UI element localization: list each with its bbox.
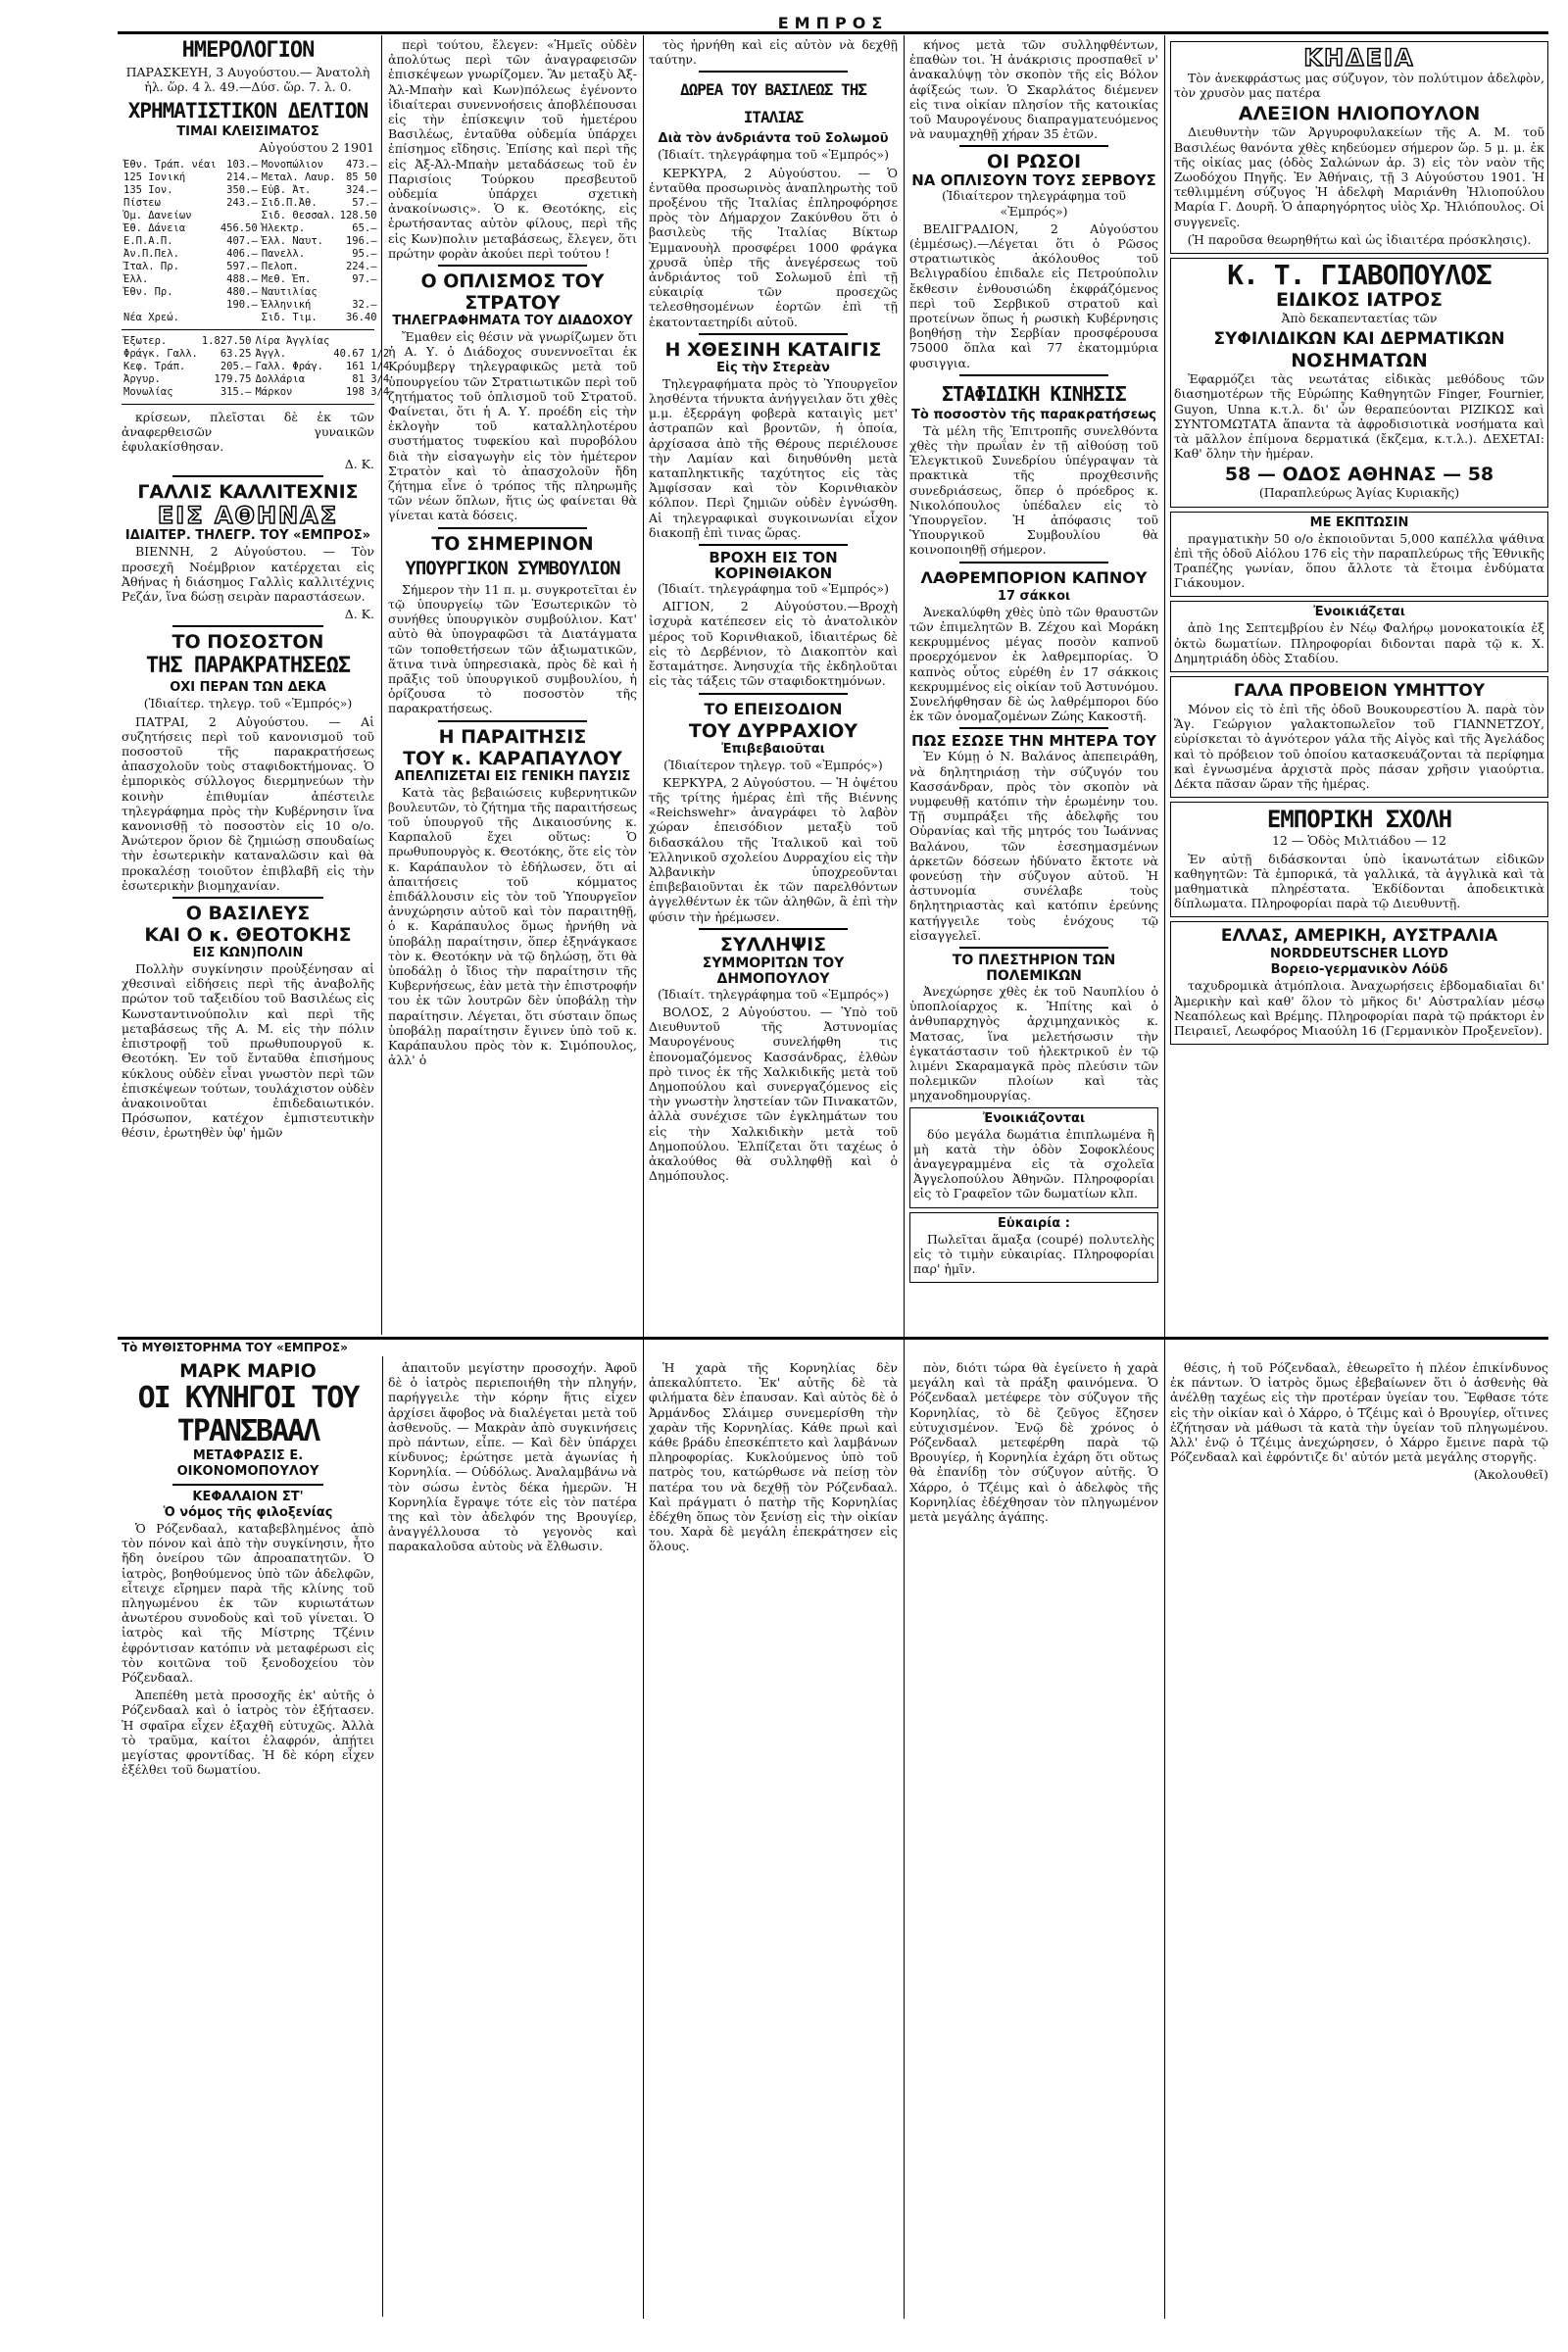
serial-paragraph: Ἀπεπέθη μετὰ προσοχῆς ἐκ' αὐτῆς ὁ Ρόζενδααλ καὶ ὁ ἰατρὸς τὸν ἐξήτασεν. Ἡ σφαῖρα εἶχεν ἐξαχθῆ εὐτυχῶς. Ἀλλὰ τὸ τραῦμα, καίτοι ἐλαφρόν, ἀπῄτει μεγίστας φροντίδας. Ἡ δὲ κόρη εἶχεν ἐξέλθει τοῦ δωματίου. [122, 1688, 374, 1778]
rate-row [122, 335, 391, 348]
rate-value: 103.— [226, 158, 258, 171]
col4-intro: κήνος μετὰ τῶν συλληφθέντων, ἐπαθὼν τοι. Ἡ ἀνάκρισις προσπαθεῖ ν' ἀνακαλύψῃ τὸν σκοπὸν τῆς εἰς Βόλον ἀφίξεώς των. Ὁ Σκαρλάτος διέμενεν εἰς τινα οἰκίαν πλησίον τῆς κατοικίας τοῦ Μαυρογένους διαπραγματευόμενος νὰ ναυμαχηθῇ χήραν 35 ἐτῶν. [909, 37, 1158, 142]
stafidiki-text: Τὰ μέλη τῆς Ἐπιτροπῆς συνελθόντα χθὲς τὴν πρωΐαν ἐν τῇ αἰθούσῃ τοῦ Ἐλεγκτικοῦ Συνεδρίου ὑπέγραψαν τὰ πρακτικὰ τῆς προχθεσινῆς συνεδριάσεως, ὅπερ ὁ πρόεδρος κ. Νικολόπουλος ὑπέδαλεν εἰς τὸ Ὑπουργεῖον. Ἡ ἀπόφασις τοῦ Ὑπουργικοῦ Συμβουλίου θὰ κοινοποιηθῇ σήμερον. [909, 422, 1158, 558]
rate-label: Εὐβ. Ἀτ. [261, 183, 312, 196]
rate-value: 1.827.50 [201, 334, 252, 347]
rate-label: Ὁμ. Δανείων [123, 209, 192, 221]
rate-value: 57.— [352, 196, 377, 209]
serial-column-2 [388, 1360, 637, 2317]
kataigis-text: Τηλεγραφήματα πρὸς τὸ Ὑπουργεῖον λησθέντα τήνυκτα ἀνήγγειλαν ὅτι χθὲς μ.μ. ἐξερράγη φοβερὰ καταιγὶς μετ' ἀστραπῶν καὶ βροντῶν, ἡ ὁποία, ἀρχίσασα ἀπὸ τῆς Θέρους περιέλουσε τὴν Λαμίαν καὶ διηυθύνθη μετὰ καταπληκτικῆς ταχύτητος εἰς τὰς Ἀμφίσσαν καὶ τὸν Κορινθιακὸν κόλπον. Περὶ ζημιῶν οὐδὲν ἐγνώσθη. Αἱ τηλεγραφικαὶ συγκοινωνίαι εἶχον διακοπῇ ἐπὶ τινας ὥρας. [649, 375, 898, 540]
mitera-text: Ἐν Κύμῃ ὁ Ν. Βαλάνος ἀπεπειράθη, νὰ δηλητηριάσῃ τὴν σύζυγόν του Κασσάνδραν, πρὸς τὸν σκοπὸν νὰ νυμφευθῇ κατόπιν τὴν ἐρωμένην του. Τῇ συμπράξει τῆς ἀδελφῆς του Οὐρανίας καὶ τῆς μητρός του Ἰωάννας Βαλάνου, τῶν ἐσεσημασμένων ἀρκετῶν δόσεων ἠδύνατο ἔκτοτε νὰ φονεύσῃ τὴν σύζυγον αὐτοῦ. Ἡ ἀστυνομία συνέλαβε τοὺς δηλητηριαστὰς καὶ κατόπιν ἐρεύνης κατήγγειλε τοὺς ἐνόχους τῷ εἰσαγγελεῖ. [909, 749, 1158, 943]
rate-label: Σιδ. Θεσσαλ. [261, 209, 336, 221]
italia-telegram: (Ἰδιαίτ. τηλεγράφημα τοῦ «Ἐμπρός») [658, 147, 889, 163]
divider [699, 928, 848, 930]
rate-label: Ἐθν. Πρ. [123, 285, 173, 298]
serial-label: Τὸ ΜΥΘΙΣΤΟΡΗΜΑ ΤΟΥ «ΕΜΠΡΟΣ» [122, 1341, 348, 1354]
vroxi-text: ΑΙΓΙΟΝ, 2 Αὐγούστου.—Βροχὴ ἰσχυρὰ κατέπεσεν εἰς τὸ ἀνατολικὸν μέρος τοῦ Κορινθιακοῦ, ἰδιαιτέρως δὲ εἰς τὸ Δερβένιον, τὸ Διακοπτὸν καὶ ἔσταμάτησε. Ἀνησυχία τῆς ἐκδηλοῦται εἰς τὰς τάξεις τῶν σταφιδοκτημόνων. [649, 599, 898, 689]
ad-lloyd [1170, 921, 1548, 1045]
gallis-title: ΓΑΛΛΙΣ ΚΑΛΛΙΤΕΧΝΙΣ [137, 481, 359, 504]
kapnou-text: Ἀνεκαλύφθη χθὲς ὑπὸ τῶν θραυστῶν τῶν ἐπιμελητῶν Β. Ζέχου καὶ Μοράκη κεκρυμμένος μέγας ποσὸν καπνοῦ προερχόμενον ἐκ λαθρεμπορίας. Ὁ καπνὸς οὗτος εὑρέθη ἐν 17 σάκκοις κεκρυμμένος εἰς οἰκίαν τοῦ Ἀστυνόμου. Συνελήφθησαν δὲ ὡς λαθρέμποροι δύο ἐκ τῶν ὀνομαζομένων Ζώης Κακοστῆ. [909, 604, 1158, 724]
rate-value: 196.— [345, 234, 377, 247]
vasilefs-title-2: ΚΑΙ Ο κ. ΘΕΟΤΟΚΗΣ [144, 924, 352, 947]
serial-title: ΟΙ ΚΥΝΗΓΟΙ ΤΟΥ ΤΡΑΝΣΒΑΑΛ [137, 1381, 359, 1448]
rate-value: 214.— [226, 171, 258, 183]
kataigis-subtitle: Εἰς τὴν Στερεὰν [716, 360, 830, 375]
divider [122, 404, 374, 405]
rate-value: 97.— [352, 272, 377, 285]
syllipsis-title: ΣΥΛΛΗΨΙΣ [719, 933, 827, 956]
emporiki-address: 12 — Ὁδὸς Μιλτιάδου — 12 [1271, 833, 1446, 849]
rate-value: 179.75 [214, 372, 252, 385]
kideia-note: (Ἡ παροῦσα θεωρηθήτω καὶ ὡς ἰδιαιτέρα πρόσκλησις). [1187, 231, 1532, 247]
ad-emporiki-scholi [1170, 802, 1548, 917]
rate-value: 36.40 [345, 311, 377, 323]
rate-value: 85 50 [345, 171, 377, 183]
gallis-text: ΒΙΕΝΝΗ, 2 Αὐγούστου. — Τὸν προσεχῆ Νοέμβριον κατέρχεται εἰς Ἀθήνας ἡ διάσημος Γαλλὶς καλλιτέχνις Ρεζάν, ἵνα δώσῃ σειρὰν παραστάσεων. [122, 544, 374, 605]
serial-chapter-sub: Ὁ νόμος τῆς φιλοξενίας [163, 1505, 333, 1520]
rate-label: Ἰταλ. Πρ. [123, 260, 179, 272]
rate-row [122, 235, 379, 248]
vasilefs-text: Πολλὴν συγκίνησιν προὐξένησαν αἱ χθεσιναὶ εἰδήσεις περὶ τῆς ἀναβολῆς πρώτον τοῦ ταξειδίου τοῦ Βασιλέως εἰς Κωνσταντινούπολιν καὶ περὶ τῆς μεταβάσεως τῆς Α. Μ. εἰς τὴν πόλιν ἐπιστροφῇ τοῦ πρωθυπουργοῦ κ. Θεοτόκη. Ἐν τοῦ ἔνταῦθα ἐπισήμους κύκλους οὐδὲν εἶναι γνωστὸν περὶ τῶν ἐπισκέψεων τούτων, τουλάχιστον οὐδὲν ἀνακοινοῦται ἐπιδεδαιωτικόν. Πρόσωπον, κατέχον ἐμπιστευτικὴν θέσιν, ἐρωτηθὲν ὑφ' ἡμῶν [122, 961, 374, 1141]
serial-translator: ΜΕΤΑΦΡΑΣΙΣ Ε. ΟΙΚΟΝΟΜΟΠΟΥΛΟΥ [176, 1448, 319, 1479]
serial-column-4 [909, 1360, 1158, 2317]
divider [699, 71, 848, 73]
rate-label: Μεθ. Ἐπ. [261, 272, 312, 285]
posoton-telegram: (Ἰδιαίτερ. τηλεγρ. τοῦ «Ἐμπρός») [143, 696, 353, 711]
rate-label: Ἐλλ. Ναυτ. [261, 234, 323, 247]
rate-row [122, 197, 379, 210]
doctor-sub: Ἀπὸ δεκαπενταετίας τῶν [1281, 311, 1438, 326]
ad-enoikiazontai [909, 1107, 1158, 1208]
amerik-text: ταχυδρομικὰ ἀτμόπλοια. Ἀναχωρήσεις ἑβδομαδιαῖαι δι' Ἀμερικὴν καὶ καθ' ὅλον τὸ μῆκος δι' Αὐστραλίαν μέσῳ Νεαπόλεως καὶ Βρέμης. Πληροφορίαι παρὰ τῷ πράκτορι ἐν Πειραιεῖ, Λεωφόρος Μιαούλη 16 (Γερμανικὸν Προξενεῖον). [1174, 978, 1544, 1038]
ad-text: ἀπὸ 1ης Σεπτεμβρίου ἐν Νέῳ Φαλήρῳ μονοκατοικία ἐξ ὀκτὼ δωματίων. Πληροφορίαι διδονται παρὰ τῷ κ. Χ. Δημητριάδη ὁδὸς Σταδίου. [1174, 620, 1544, 665]
rate-row [122, 386, 391, 399]
column-rule [381, 35, 382, 1335]
symvoulio-title: ΤΟ ΣΗΜΕΡΙΝΟΝ [431, 532, 594, 555]
serial-chapter: ΚΕΦΑΛΑΙΟΝ ΣΤ' [192, 1490, 304, 1504]
rate-label: Ἀν.Π.Πελ. [123, 247, 179, 260]
rate-label: Ἐλλ. [123, 272, 149, 285]
rate-label: Μεταλ. Λαυρ. [261, 171, 336, 183]
oplismos-text: Ἔμαθεν εἰς θέσιν νὰ γνωρίζωμεν ὅτι ἡ Α. Υ. ὁ Διάδοχος συνεννοεῖται ἐκ Κρόυμβεργ τηλεγραφικῶς μετὰ τοῦ ὑπουργείου τῶν Στρατιωτικῶν περὶ τοῦ ζητήματος τοῦ ὁπλισμοῦ τοῦ Στρατοῦ. Φαίνεται, ὅτι ἡ Α. Υ. προέδη εἰς τὴν ἐκλογὴν τοῦ καταλληλοτέρου συστήματος τυφεκίου καὶ πυροβόλου διὰ τὴν εἰσαγωγὴν εἰς τὸν ἡμέτερον Στρατὸν καὶ τὸ ἀπασχολοῦν ἤδη ζήτημα εἶνε ὁ τρόπος τῆς πληρωμῆς τῶν νέων ὅπλων, ἥτις ὡς φαίνεται θὰ γίνεται κατὰ δόσεις. [388, 329, 637, 523]
masthead [118, 14, 1548, 34]
vroxi-telegram: (Ἰδιαίτ. τηλεγράφημα τοῦ «Ἐμπρός») [658, 581, 889, 597]
rate-value: 95.— [352, 247, 377, 260]
ad-text: Πωλεῖται ἅμαξα (coupé) πολυτελὴς εἰς τὸ τιμὴν εὐκαιρίας. Πληροφορίαι παρ' ἡμῖν. [913, 1231, 1154, 1276]
hemerologion-text: ΠΑΡΑΣΚΕΥΗ, 3 Αυγούστου.— Ἀνατολὴ ἡλ. ὥρ. 4 λ. 49.—Δύσ. ὥρ. 7. λ. 0. [125, 65, 370, 95]
rate-label: Σιδ.Π.Ἀθ. [261, 196, 318, 209]
divider [172, 475, 324, 477]
rosoi-title-2: ΝΑ ΟΠΛΙΣΟΥΝ ΤΟΥΣ ΣΕΡΒΟΥΣ [911, 172, 1156, 190]
dyrr-text: ΚΕΡΚΥΡΑ, 2 Αὐγούστου. — Ἡ ὀψέτου τῆς τρίτης ἡμέρας ἐπὶ τῆς Βιέννης «Reichswehr» ἀναγράφει τὸ λαβὸν χώραν ἐπεισόδιον μεταξὺ τοῦ διδασκάλου τῆς Ἰταλικοῦ καὶ τοῦ Ἑλληνικοῦ σχολείου Δυρραχίου εἰς τὴν Ἀλβανικὴν ὑποχρεοῦνται ἐπιβεβαιοῦνται ἐκ τῶν παρελθόντων ἀγγελθέντων ἐκ τῶν ἀληθῶν, ἃ ἐπὶ τὴν φύσιν τὴν ἠρέμωσεν. [649, 774, 898, 924]
deltion-subtitle: ΤΙΜΑΙ ΚΛΕΙΣΙΜΑΤΟΣ [176, 124, 319, 140]
rosoi-text: ΒΕΛΙΓΡΑΔΙΟΝ, 2 Αὐγούστου (ἐμμέσως).—Λέγεται ὅτι ὁ Ρῶσος στρατιωτικὸς ἀκόλουθος τοῦ Βελιγραδίου ἐπιδαλε εἰς Πετρούπολιν ἔκθεσιν ἐνθουσιώδη ἐκφράζόμενος περὶ τοῦ Σερβικοῦ στρατοῦ καὶ προτείνων ὅπως ἡ ρωσικὴ Κυβέρνησις βοηθήσῃ τὴν Σερβίαν προσφέρουσα 75000 ὅπλα καὶ 77 ἑκατομμύρια φυσιγγια. [909, 220, 1158, 370]
rate-label: Ἐξωτερ. [123, 334, 168, 347]
divider [438, 265, 587, 267]
rate-row [122, 299, 379, 312]
rate-value: 473.— [345, 158, 377, 171]
doctor-name: Κ. Τ. ΓΙΑΒΟΠΟΥΛΟΣ [1227, 259, 1492, 292]
rate-row [122, 312, 379, 324]
posoton-text: ΠΑΤΡΑΙ, 2 Αὐγούστου. — Αἱ συζητήσεις περὶ τοῦ κανονισμοῦ τοῦ ποσοστοῦ τῆς παρακρατήσεως ἀπασχολοῦν τοὺς σταφιδοκτήμονας. Ὁ ἐμπορικὸς σύλλογος διερμηνεύων τὴν κοινὴν ἐπιθυμίαν ἀπέστειλε τηλεγράφημα πρὸς τὴν Κυβέρνησιν ἵνα κανονισθῇ τὸ ποσοστὸν εἰς 10 ο/ο. Ἀνώτερον ὅριον δὲ ζημιώσῃ σπουδαίως τὴν ἐσωτερικὴν καταναλῶσιν καὶ θὰ προκαλέσῃ τοιοῦτον ἐπιβλαβῆ εἰς τὴν ἐσωτερικὴν βιομηχανίαν. [122, 713, 374, 893]
rate-label: Πελοπ. [261, 260, 299, 272]
rate-label: Ἠλεκτρ. [261, 221, 306, 234]
signature: Δ. Κ. [344, 607, 374, 622]
hemerologion-title: ΗΜΕΡΟΛΟΓΙΟΝ [181, 38, 315, 63]
gala-text: Μόνον εἰς τὸ ἐπὶ τῆς ὁδοῦ Βουκουρεστίου Ἀ. παρὰ τὸν Ἅγ. Γεώργιον γαλακτοπωλεῖον τοῦ ΓΙΑΝΝΕΤΖΟΥ, εὑρίσκεται τὸ ἀγνότερον γάλα τῆς Αἰγὸς καὶ τῆς Ἀγελάδος καὶ τὸ πρόβειον τοῦ ὁποίου κατασκευάζονται τὰ περίφημα καὶ ἐγνωσμένα ἀρχιστὰ πρὸς πάσαν χρῆσιν γιαούρτια. Δέκτα πᾶσαν ὥραν τῆς ἡμέρας. [1174, 702, 1544, 792]
rosoi-title: ΟΙ ΡΩΣΟΙ [986, 151, 1082, 173]
rate-label: Φράγκ. Γαλλ. [123, 347, 198, 360]
ad-ekptosi [1170, 512, 1548, 598]
ad-title: Ἐνοικιάζονται [982, 1110, 1086, 1126]
symvoulio-title-2: ΥΠΟΥΡΓΙΚΟΝ ΣΥΜΒΟΥΛΙΟΝ [405, 557, 620, 579]
rate-label: Λίρα Ἀγγλίας [255, 334, 330, 347]
serial-continued: (Ἀκολουθεῖ) [1473, 1467, 1548, 1483]
kideia-title: ΚΗΔΕΙΑ [1303, 44, 1415, 72]
doctor-spec-2: ΝΟΣΗΜΑΤΩΝ [1291, 350, 1428, 372]
rate-value: 597.— [226, 260, 258, 272]
rate-label: Ε.Π.Α.Π. [123, 234, 173, 247]
dyrr-telegram: (Ἰδιαίτερον τηλεγρ. τοῦ «Ἐμπρός») [663, 757, 883, 772]
rate-label: Πανελλ. [261, 247, 306, 260]
column-rule [1164, 35, 1165, 2319]
rate-value: 40.67 1/2 [333, 347, 390, 360]
rate-label: Μάρκον [255, 385, 293, 398]
serial-column-3 [649, 1360, 898, 2317]
rate-value: 224.— [345, 260, 377, 272]
rate-label: Ναυτιλίας [261, 285, 318, 298]
ad-title: Εὐκαιρία : [998, 1215, 1070, 1231]
rate-label: Ἐλληνική [261, 298, 312, 311]
divider [172, 625, 324, 627]
serial-divider [118, 1337, 1548, 1340]
stafidiki-subtitle: Τὸ ποσοστὸν τῆς παρακρατήσεως [911, 407, 1156, 422]
rate-value: 205.— [220, 360, 252, 372]
rate-value [219, 312, 260, 324]
exchange-rates-table [122, 159, 379, 324]
doctor-spec: ΣΥΦΙΛΙΔΙΚΩΝ ΚΑΙ ΔΕΡΜΑΤΙΚΩΝ [1213, 329, 1505, 350]
syllipsis-telegram: (Ἰδιαίτ. τηλεγράφημα τοῦ «Ἐμπρός») [658, 986, 889, 1002]
rate-row [122, 261, 379, 273]
rate-row [122, 172, 379, 184]
posoton-subtitle: ΟΧΙ ΠΕΡΑΝ ΤΩΝ ΔΕΚΑ [170, 680, 326, 696]
column-2 [388, 37, 637, 1333]
column-rule [643, 35, 644, 2319]
rate-label: Σιδ. Τιμ. [261, 311, 318, 323]
emporiki-title: ΕΜΠΟΡΙΚΗ ΣΧΟΛΗ [1266, 806, 1452, 834]
rate-label: Μονοπώλιον [261, 158, 323, 171]
rate-label: Κεφ. Τράπ. [123, 360, 186, 372]
paraitisis-subtitle: ΑΠΕΛΠΙΖΕΤΑΙ ΕΙΣ ΓΕΝΙΚΗ ΠΑΥΣΙΣ [394, 768, 631, 784]
masthead-title: ΕΜΠΡΟΣ [777, 14, 889, 32]
serial-column-5 [1170, 1360, 1548, 2317]
rate-label: Ἐθ. Δάνεια [123, 221, 186, 234]
rate-row [122, 159, 379, 172]
kideia-name: ΑΛΕΞΙΟΝ ΗΛΙΟΠΟΥΛΟΝ [1238, 103, 1481, 125]
rate-label [122, 299, 219, 312]
gallis-title-2: ΕΙΣ ΑΘΗΝΑΣ [157, 502, 339, 530]
kapnou-title: ΛΑΘΡΕΜΠΟΡΙΟΝ ΚΑΠΝΟΥ [920, 567, 1148, 587]
paraitisis-title-2: ΤΟΥ κ. ΚΑΡΑΠΑΥΛΟΥ [403, 747, 622, 769]
divider [172, 897, 324, 899]
col3-intro: τὸς ἠρνήθη καὶ εἰς αὐτὸν νὰ δεχθῇ ταύτην. [649, 37, 898, 68]
rate-value: 324.— [345, 183, 377, 196]
ad-gala [1170, 676, 1548, 798]
rate-row [122, 348, 391, 361]
kataigis-title: Η ΧΘΕΣΙΝΗ ΚΑΤΑΙΓΙΣ [664, 338, 882, 361]
polemikon-title: ΤΟ ΠΛΕΣΤΗΡΙΟΝ ΤΩΝ ΠΟΛΕΜΙΚΩΝ [952, 952, 1116, 984]
divider [959, 947, 1108, 949]
ad-kideia [1170, 41, 1548, 254]
rate-value: 243.— [226, 196, 258, 209]
rate-value: 350.— [226, 183, 258, 196]
ad-doctor [1170, 258, 1548, 508]
posoton-title: ΤΟ ΠΟΣΟΣΤΟΝ [172, 631, 324, 654]
rate-label: Πίστεω [123, 196, 161, 209]
rate-label: Μονωλίας [123, 385, 173, 398]
syllipsis-text: ΒΟΛΟΣ, 2 Αὐγούστου. — Ὑπὸ τοῦ Διευθυντοῦ τῆς Ἀστυνομίας Μαυρογένους συνελήφθη τις ἐπονομαζόμενος Κασσάνδρας, ἐλθὼν πρὸ τινος ἐκ τῆς Χαλκιδικῆς μετὰ τοῦ Δημοπούλου καὶ συνεργαζόμενος εἰς τὴν γνωστὴν ληστείαν τῶν Πινακατῶν, ἀλλὰ συνέχισε τῶν ἐγκλημάτων του εἰς τὴν Χαλκιδικὴν μετὰ τοῦ Δημοπούλου. Ἐλπίζεται ὅτι ταχέως ὁ ἀκαλούθος θὰ συλληφθῇ καὶ ὁ Δημόπουλος. [649, 1004, 898, 1184]
rate-row [122, 373, 391, 386]
amerik-sub-2: Βορειο-γερμανικὸν Λόϋδ [1270, 962, 1448, 978]
rate-label: 125 Ιονική [123, 171, 186, 183]
mitera-title: ΠΩΣ ΕΣΩΣΕ ΤΗΝ ΜΗΤΕΡΑ ΤΟΥ [911, 732, 1156, 751]
divider [959, 727, 1108, 729]
rate-value: 456.50 [220, 221, 258, 234]
column-rule [904, 35, 905, 2319]
column-1 [122, 37, 390, 1333]
serial-author: ΜΑΡΚ ΜΑΡΙΟ [179, 1360, 317, 1382]
amerik-title: ΕΛΛΑΣ, ΑΜΕΡΙΚΗ, ΑΥΣΤΡΑΛΙΑ [1220, 926, 1498, 947]
dyrr-subtitle: Ἐπιβεβαιοῦται [721, 741, 825, 757]
paraitisis-title: Η ΠΑΡΑΙΤΗΣΙΣ [438, 725, 587, 748]
divider [172, 1484, 324, 1486]
signature: Δ. Κ. [344, 457, 374, 472]
doctor-title: ΕΙΔΙΚΟΣ ΙΑΤΡΟΣ [1275, 289, 1444, 312]
serial-paragraph: Ἡ χαρὰ τῆς Κορνηλίας δὲν ἀπεκαλύπτετο. Ἐκ' αὐτῆς δὲ τὰ φιλήματα δὲν ἐπαυσαν. Καὶ αὐτὸς δὲ ὁ Ἀρμάνδος Σλάιμερ συνεμερίσθη τὴν χαρὰν τῆς Κορνηλίας. Κάθε πρωὶ καὶ κάθε βράδυ ἐπεσκέπτετο καὶ λαμβάνων πληροφορίας. Κυκλούμενος ὑπὸ τοῦ πατρὸς του, κατώρθωσε νὰ πείσῃ τὸν πατέρα του νὰ δεχθῇ τὸν Ρόζενδααλ. Καὶ πράγματι ὁ πατὴρ τῆς Κορνηλίας ἐδέχθη ὅπως τὸν ξενίσῃ εἰς τὴν οἰκίαν του. Χαρὰ δὲ μεγάλη ἐπεκράτησεν εἰς ὅλους. [649, 1360, 898, 1554]
rate-row [122, 184, 379, 197]
rate-row [122, 210, 379, 222]
oplismos-subtitle: ΤΗΛΕΓΡΑΦΗΜΑΤΑ ΤΟΥ ΔΙΑΔΟΧΟΥ [392, 314, 633, 329]
divider [959, 562, 1108, 564]
ad-eykairia [909, 1212, 1158, 1284]
ad-enoikiazetai [1170, 601, 1548, 672]
rate-value [219, 210, 260, 222]
column-5-ads [1170, 37, 1548, 1333]
kideia-text: Τὸν ἀνεκφράστως μας σύζυγον, τὸν πολύτιμον ἀδελφὸν, τὸν χρυσὸν μας πατέρα [1174, 71, 1544, 101]
doctor-address: 58 — ΟΔΟΣ ΑΘΗΝΑΣ — 58 [1224, 464, 1494, 486]
rate-value: 161 1/4 [345, 360, 390, 372]
italia-subtitle: Διὰ τὸν ἀνδριάντα τοῦ Σολωμοῦ [658, 131, 889, 147]
divider [699, 693, 848, 695]
kapnou-subtitle: 17 σάκκοι [997, 588, 1071, 604]
oplismos-title: Ο ΟΠΛΙΣΜΟΣ ΤΟΥ ΣΤΡΑΤΟΥ [420, 270, 605, 315]
col2-intro: περὶ τούτου, ἔλεγεν: «Ἡμεῖς οὐδὲν ἀπολύτως περὶ τῶν ἀναγραφεισῶν ἐπισκέψεων γνωρίζομεν. Ἂν μεταξὺ Ἀξ-Ἀλ-Μπαὴν καὶ Κων)πόλεως ἐγένοντο ἰδιαίτεραι συνεννοήσεις ἀποβλέπουσαι εἰς τὴν ἐπίσκεψιν τοῦ ἡμετέρου Βασιλέως, ἐνταῦθα οὐδεμία ὑπάρχει ἐπίσημος εἴδησις. Ἐπίσης καὶ περὶ τῆς εἰς Ἀξ-Ἀλ-Μπαὴν μεταδάσεως τοῦ ἐν Παρισίοις Τούρκου πρεσβευτοῦ οὐδεμία ὑπάρχει σχετικὴ ἀνακοίνωσις». Ὁ κ. Θεοτόκης, εἰς ἐρωτήσαντας αὐτὸν φίλους, περὶ τῆς εἰς Κων)πολιν μεταβάσεως, ἔλεγεν, ὅτι πρώτην φορὰν ἀκούει περὶ τούτου ! [388, 37, 637, 261]
rate-label: Νέα Χρεώ. [123, 311, 179, 323]
rate-label: Ἀργυρ. [123, 372, 161, 385]
serial-paragraph: θέσις, ἡ τοῦ Ρόζενδααλ, ἐθεωρεῖτο ἡ πλέον ἐπικίνδυνος ἐκ πάντων. Ὁ ἰατρὸς ὅμως ἐβεβαίωνεν ὅτι ὁ ἀσθενὴς θὰ ἀνέλθῃ ταχέως εἰς τὴν προτέραν ὑγείαν του. Ἔφθασε τότε εἰς τὴν οἰκίαν καὶ ὁ Χάρρο, ὁ Τζέιμς καὶ ὁ Βρουγίερ, οἵτινες ἐζήτησαν νὰ μάθωσι τὰ κατὰ τὴν ὑγείαν τοῦ πληγωμένου. Ἀλλ' ἐνῷ ὁ Τζέιμς ἀνεχώρησεν, ὁ Χάρρο ἔμεινε παρὰ τῷ Ρόζενδααλ καὶ ἐφρόντιζε δι' αὐτόν μετὰ μεγάλης στοργῆς. [1170, 1360, 1548, 1465]
rate-row [122, 248, 379, 261]
gallis-telegram: ΙΔΙΑΙΤΕΡ. ΤΗΛΕΓΡ. ΤΟΥ «ΕΜΠΡΟΣ» [124, 528, 371, 544]
exchange-rates-table-2 [122, 335, 391, 399]
vasilefs-title: Ο ΒΑΣΙΛΕΥΣ [185, 903, 311, 925]
paraitisis-text: Κατὰ τὰς βεβαιώσεις κυβερνητικῶν βουλευτῶν, τὸ ζήτημα τῆς παραιτήσεως τοῦ ὑπουργοῦ τῆς Δικαιοσύνης κ. Καρπαλοῦ ἔχει οὕτως: Ὁ πρωθυπουργὸς κ. Θεοτόκης, ὅτε εἰς τὸν κ. Καράπαυλον τὸ ἐδήλωσεν, ὅτι αἱ ἀπαιτήσεις τοῦ κόμματος ἐπιδάλλουσιν εἰς τὸν τοῦ Ὑπουργεῖον ἀνυχώρησιν αὐτοῦ καὶ τὸν παραιτηθῇ, ὁ κ. Καράπαυλος ὅμως ἠρνήθη νὰ ὑποβάλῃ παραίτησιν, ὅπερ ἐξηνάγκασε τὸν κ. Θεοτόκην νὰ τῷ δηλώσῃ, ὅτι θὰ ὑποδάλῃ ὁ ἴδιος τὴν παραίτησιν τῆς Κυβερνήσεως, ἐὰν μετὰ τὴν ἐπιστροφήν του ἐκ τῶν λουτρῶν δὲν ὑποβάλῃ τὴν παραίτησιν. Λέγεται, ὅτι σύσταιν ὅπως ὑποβάλῃ παραίτησιν ἔγινεν ὑπὸ τοῦ κ. Καράπαυλου πρὸς τὸν κ. Σιμόπουλος, ἀλλ' ὁ [388, 784, 637, 1068]
ad-title: Ἐνοικιάζεται [1313, 605, 1405, 620]
rate-label: Ἀγγλ. [255, 347, 287, 360]
ad-text: δύο μεγάλα δωμάτια ἐπιπλωμένα ἢ μὴ κατὰ τὴν ὁδὸν Σοφοκλέους ἀναγεγραμμένα εἰς τὰ σχολεῖα Ἀγγελοπούλου Ἀθηνῶν. Πληροφορίαι εἰς τὸ Γραφεῖον τῶν δωματίων κλπ. [913, 1126, 1154, 1201]
ad-title: ΜΕ ΕΚΠΤΩΣΙΝ [1309, 514, 1409, 530]
rate-value [331, 335, 391, 348]
kideia-text-2: Διευθυντὴν τῶν Ἀργυροφυλακείων τῆς Α. Μ. τοῦ Βασιλέως θανόντα χθὲς κηδεύομεν σήμερον ὥρ. 5 μ. μ. ἐκ τῆς οἰκίας μας (ὁδὸς Σαλώνων ἀρ. 3) εἰς τὸν ναὸν τῆς Ζωοδόχου Πηγῆς. Ἐν Ἀθήναις, τῇ 3 Αὐγούστου 1901. Ἡ τεθλιμμένη σύζυγος Ἡ ἀδελφὴ Μαριάνθη Ἠλιοπούλου Μαρία Γ. Δουρῆ. Ὁ ἀπαρηγόρητος υἱὸς Χρ. Ἠλιόπουλος. Οἱ συγγενεῖς. [1174, 124, 1544, 229]
deltion-date: Αὐγούστου 2 1901 [259, 140, 374, 156]
rate-value: 32.— [352, 298, 377, 311]
rate-value: 407.— [226, 234, 258, 247]
rate-row [122, 222, 379, 235]
rate-value [338, 286, 379, 299]
column-3 [649, 37, 898, 1333]
polemikon-text: Ἀνεχώρησε χθὲς ἐκ τοῦ Ναυπλίου ὁ ὑποπλοίαρχος κ. Ἡπίτης καὶ ὁ ἀνθυπαρχηγὸς ἀρχιμηχανικὸς κ. Ματσας, ἵνα μελετήσωσιν τὴν ἐγκατάστασιν τοῦ ἠλεκτρικοῦ ἐν τῷ λιμένι Σκαραμαγκᾶ πρὸς πλεύσιν τῶν πολεμικῶν πλοίων καὶ τὰς μηχανοδημουργίας. [909, 983, 1158, 1103]
italia-text: ΚΕΡΚΥΡΑ, 2 Αὐγούστου. — Ὁ ἐνταῦθα προσωρινὸς ἀναπληρωτὴς τοῦ προξένου τῆς Ἰταλίας ἐπληροφόρησε πρὸς τὸν Δήμαρχον Ζακύνθου ὅτι ὁ βασιλεὺς τῆς Ἰταλίας Βίκτωρ Ἐμμανουὴλ προσφέρει 1000 φράγκα χρυσᾶ ὑπὲρ τῆς ἀνεγέρσεως τοῦ ἀνδριάντος τοῦ Σολωμοῦ ἐπὶ τῇ εὐκαιρίᾳ τῶν προσεχῶς τελεσθησομένων ἑορτῶν ἐπὶ τῇ ἑκατονταετηρίδι αὐτοῦ. [649, 165, 898, 329]
posoton-title-2: ΤΗΣ ΠΑΡΑΚΡΑΤΗΣΕΩΣ [145, 654, 351, 679]
rosoi-telegram: (Ἰδιαίτερον τηλεγράφημα τοῦ «Ἐμπρός») [942, 188, 1126, 219]
serial-paragraph: ἀπαιτοῦν μεγίστην προσοχήν. Ἀφοῦ δὲ ὁ ἰατρὸς περιεποιήθη τὴν πληγήν, παρήγγειλε τὴν κόρην ἥτις εἶχεν ἀρχίσει ἄφοβος νὰ διαλέγεται μετὰ τοῦ ἀσθενοῦς. — Μακρὰν ἀπὸ συγκινήσεις πρὸ πάντων, εἶπε. — Καὶ δὲν ὑπάρχει κίνδυνος; ἐρώτησε μετὰ ἀγωνίας ἡ Κορνηλία. — Οὐδόλως. Ἀναλαμβάνω νὰ τὸν σώσω ἐντὸς δέκα ἡμερῶν. Ἡ Κορνηλία ἔγραψε τότε εἰς τὸν πατέρα της καὶ τὸν ἀδελφόν της Βρουγίερ, ἀναγγέλλουσα τὸ γεγονὸς καὶ παρακαλοῦσα αὐτοὺς νὰ ἔλθωσιν. [388, 1360, 637, 1554]
rate-value: 190.— [226, 298, 258, 311]
dyrr-title-2: ΤΟΥ ΔΥΡΡΑΧΙΟΥ [688, 719, 858, 742]
divider [959, 145, 1108, 147]
rate-value: 480.— [226, 285, 258, 298]
rate-label: Γαλλ. Φράγ. [255, 360, 323, 372]
stafidiki-title: ΣΤΑΦΙΔΙΚΗ ΚΙΝΗΣΙΣ [942, 381, 1126, 406]
amerik-sub: NORDDEUTSCHER LLOYD [1270, 947, 1448, 962]
serial-column-1 [122, 1360, 374, 2317]
vroxi-title: ΒΡΟΧΗ ΕΙΣ ΤΟΝ ΚΟΡΙΝΘΙΑΚΟΝ [709, 549, 838, 583]
vasilefs-title-3: ΕΙΣ ΚΩΝ)ΠΟΛΙΝ [192, 946, 304, 961]
symvoulio-text: Σήμερον τὴν 11 π. μ. συγκροτεῖται ἐν τῷ ὑπουργείῳ τῶν Ἐσωτερικῶν τὸ συνήθες ὑπουργικὸν συμβούλιον. Κατ' αὐτὸ θὰ ὑπογραφῶσι τὰ Διατάγματα τῶν τοποθετήσεων τῶν ἀξιωματικῶν, ἅτινα τινὰ ὑπηρεσιακὰ, πρὸς δὲ καὶ ἡ πρᾶξις τοῦ ὑπουργικοῦ συμβουλίου, ἡ ὁρίζουσα τὸ ποσοστὸν τῆς παρακρατήσεως. [388, 581, 637, 716]
divider [699, 544, 848, 546]
deltion-title: ΧΡΗΜΑΤΙΣΤΙΚΟΝ ΔΕΛΤΙΟΝ [127, 99, 368, 123]
divider [699, 333, 848, 335]
divider [438, 720, 587, 722]
syllipsis-title-2: ΣΥΜΜΟΡΙΤΩΝ ΤΟΥ ΔΗΜΟΠΟΥΛΟΥ [702, 955, 845, 987]
rate-value: 65.— [352, 221, 377, 234]
italia-title: ΔΩΡΕΑ ΤΟΥ ΒΑΣΙΛΕΩΣ ΤΗΣ ΙΤΑΛΙΑΣ [680, 80, 866, 127]
divider [959, 374, 1108, 376]
doctor-text: Ἐφαρμόζει τὰς νεωτάτας εἰδικὰς μεθόδους τῶν διασημοτέρων τῆς Εὐρώπης Καθηγητῶν Finger, Fournier, Guyon, Unna κ.τ.λ. δι' ὧν θεραπεύονται ΡΙΖΙΚΩΣ καὶ ΣΥΝΤΟΜΩΤΑΤΑ ἅπαντα τὰ ἀφροδισιοτικὰ νοσήματα καὶ τὰ μᾶλλον ἐπίμονα δερματικά (ἔκζεμα, κ.τ.λ.). ΔΕΧΕΤΑΙ: Καθ' ὅλην τὴν ἡμέραν. [1174, 371, 1544, 462]
rate-label: 135 Ιον. [123, 183, 173, 196]
rate-label: Δολλάρια [255, 372, 306, 385]
col1-tail: κρίσεων, πλεῖσται δὲ ἐκ τῶν ἀναφερθεισῶν γυναικῶν ἐφυλακίσθησαν. [122, 409, 374, 455]
rate-value: 198 3/4 [345, 385, 390, 398]
ad-text: πραγματικὴν 50 ο/ο ἐκποιοῦνται 5,000 καπέλλα ψάθινα ἐπὶ τῆς ὁδοῦ Αἰόλου 176 εἰς τὴν παραπλεύρως τῆς Ἐθνικῆς Τραπέζης γωνίαν, ὅπου ἄλλοτε τὰ ἔτοιμα ἐνδύματα Γιάκουμον. [1174, 530, 1544, 591]
serial-paragraph: πὸν, διότι τώρα θὰ ἐγείνετο ἡ χαρὰ μεγάλη καὶ τὰ πράξη φαινόμενα. Ὁ Ρόζενδααλ μετέφερε τὸν σύζυγον τῆς Κορνηλίας, τὸ δὲ ζεῦγος ἔζησεν εὐτυχισμένον. Ἐνῷ δὲ χρόνος ὁ Ρόζενδααλ μετεφέρθη παρὰ τῷ Βρουγίερ, ἡ Κορνηλία ἐχάρη ὅτι οὕτως θὰ ἐπανίδῃ τὸν σύζυγον αὐτῆς. Ὁ Χάρρο, ὁ Τζέιμς καὶ ὁ ἀδελφὸς τῆς Κορνηλίας ἐδέχθησαν τὸν πληγωμένον μετὰ μεγάλης ἀγάπης. [909, 1360, 1158, 1525]
doctor-address-2: (Παραπλεύρως Ἁγίας Κυριακῆς) [1258, 485, 1460, 501]
rate-row [122, 361, 391, 373]
rate-value: 81 3/4 [352, 372, 390, 385]
rate-row [122, 286, 379, 299]
rate-label: Ἐθν. Τράπ. νέαι [123, 158, 217, 171]
rate-value: 406.— [226, 247, 258, 260]
emporiki-text: Ἐν αὐτῇ διδάσκονται ὑπὸ ἱκανωτάτων εἰδικῶν καθηγητῶν: Τὰ ἐμπορικά, τὰ γαλλικά, τὰ ἀγγλικὰ καὶ τὰ μαθηματικὰ πληρέστατα. Ἐκδίδονται ἀποδεικτικὰ δίπλωματα. Πληροφορίαι παρὰ τῷ Διευθυντῇ. [1174, 851, 1544, 911]
rate-value: 63.25 [220, 347, 252, 360]
rate-value: 315.— [220, 385, 252, 398]
gala-title: ΓΑΛΑ ΠΡΟΒΕΙΟΝ ΥΜΗΤΤΟΥ [1233, 681, 1486, 702]
dyrr-title: ΤΟ ΕΠΕΙΣΟΔΙΟΝ [704, 699, 843, 718]
divider [438, 527, 587, 529]
rate-value: 488.— [226, 272, 258, 285]
column-4 [909, 37, 1158, 1333]
rate-row [122, 273, 379, 286]
divider [122, 329, 374, 330]
column-rule [382, 1356, 383, 2317]
rate-value: 128.50 [339, 209, 377, 221]
serial-paragraph: Ὁ Ρόζενδααλ, καταβεβλημένος ἀπὸ τὸν πόνον καὶ ἀπὸ τὴν συγκίνησιν, ἦτο ἤδη ὀνείρου τῶν ἀπροαπατητῶν. Ὁ ἰατρὸς, βοηθούμενος ὑπὸ τῶν ἀδελφῶν, εἶτειχε εἴρημεν παρὰ τῆς κλίνης τοῦ πληγωμένου ἐκ τῶν κυριωτάτων ἀνωτέρου συνοδοὺς καὶ τοῦ γίνεται. Ὁ ἰατρὸς καὶ τῆς Μίστρης Τζένιν ἐφρόντισαν κατόπιν νὰ μεταφέρωσι εἰς τὸν κοιτῶνα τοῦ ξενοδοχείου τὸν Ρόζενδααλ. [122, 1521, 374, 1686]
